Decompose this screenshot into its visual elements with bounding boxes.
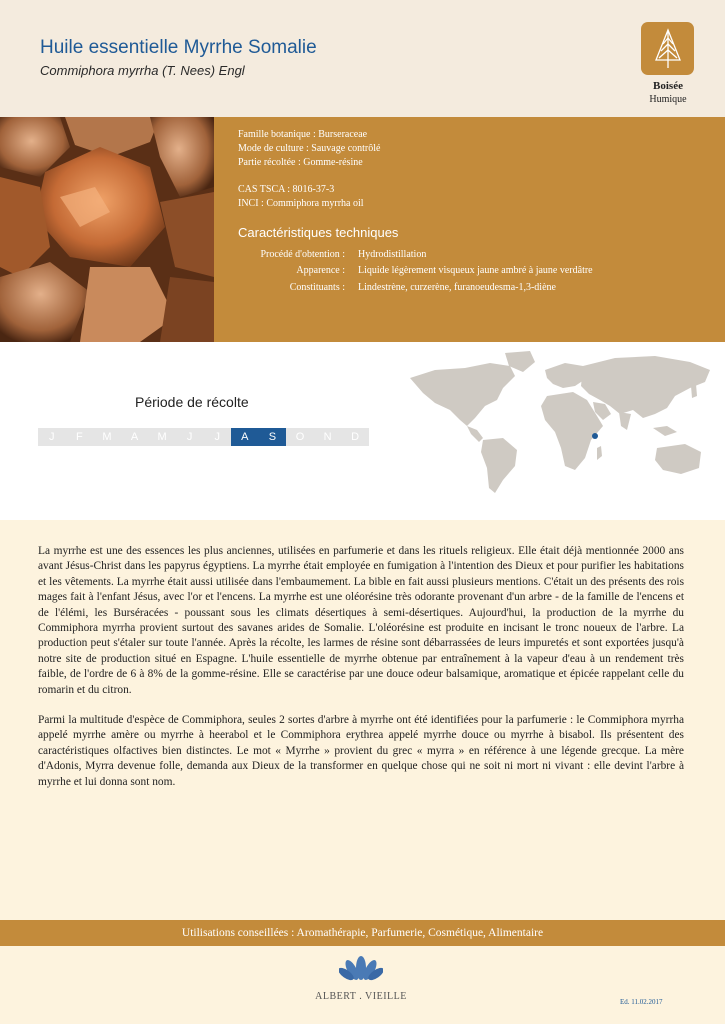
brand-name: ALBERT . VIEILLE	[315, 991, 407, 1002]
cas-number: CAS TSCA : 8016-37-3	[238, 184, 335, 195]
month-cell: S	[259, 428, 287, 446]
month-cell: A	[130, 431, 139, 443]
badge-subcategory: Humique	[649, 94, 687, 105]
edition-date: Ed. 11.02.2017	[620, 998, 663, 1006]
month-cell: J	[214, 431, 220, 443]
lotus-icon	[339, 954, 383, 984]
botanical-family: Famille botanique : Burseraceae	[238, 129, 368, 140]
info-panel	[214, 117, 725, 342]
latin-name: Commiphora myrrha (T. Nees) Engl	[40, 63, 245, 78]
harvest-calendar	[38, 428, 369, 446]
header	[0, 0, 725, 117]
badge-category: Boisée	[653, 80, 683, 92]
month-cell: M	[102, 431, 112, 443]
month-cell: D	[351, 431, 360, 443]
tech-value: Liquide légèrement visqueux jaune ambré à jaune verdâtre	[358, 265, 593, 276]
tech-label: Apparence :	[296, 265, 345, 276]
description	[38, 544, 684, 805]
month-cell: A	[231, 428, 259, 446]
usage-bar: Utilisations conseillées : Aromathérapie, Parfumerie, Cosmétique, Alimentaire	[0, 920, 725, 946]
world-map	[405, 348, 715, 498]
tech-label: Procédé d'obtention :	[260, 249, 345, 260]
origin-marker	[592, 433, 598, 439]
brand-logo	[306, 954, 416, 1002]
harvest-section	[0, 342, 725, 520]
tech-label: Constituants :	[289, 282, 345, 293]
month-cell: N	[323, 431, 332, 443]
month-cell: J	[186, 431, 193, 443]
month-cell: J	[49, 431, 55, 443]
harvest-title: Période de récolte	[135, 394, 249, 410]
tech-section-title: Caractéristiques techniques	[238, 225, 399, 240]
tech-value: Lindestrène, curzerène, furanoeudesma-1,3-diène	[358, 282, 556, 293]
inci-name: INCI : Commiphora myrrha oil	[238, 198, 364, 209]
month-cell: F	[76, 431, 83, 443]
month-cell: M	[157, 431, 167, 443]
resin-photo	[0, 117, 214, 342]
olfactory-badge	[641, 22, 694, 75]
description-paragraph: La myrrhe est une des essences les plus anciennes, utilisées en parfumerie et dans les rituels religieux. Elle était déjà mentionnée 2000 ans avant Jésus-Christ dans les papyrus égyptiens. La myrrhe était employée en fumigation à l'intention des Dieux et pour purifier les habitations et les vêtements. La myrrhe était aussi utilisée dans l'embaumement. La bible en fait aussi plusieurs mentions. C'était un des présents des rois mages fait à l'enfant Jésus, avec l'or et l'encens. La myrrhe est une oléorésine très odorante provenant d'un arbre - de la famille de l'encens et de l'élémi, les Burséracées - poussant sous les climats désertiques à semi-désertiques. Aujourd'hui, la production de la myrrhe du Commiphora myrrha provient surtout des savanes arides de Somalie. L'oléorésine est produite en incisant le tronc noueux de l'arbre. La production peut s'étaler sur toute l'année. Après la récolte, les larmes de résine sont débarrassées de leurs impuretés et sont exportées jusqu'à notre site de production situé en Espagne. L'huile essentielle de myrrhe obtenue par entraînement à la vapeur d'eau à un rendement très faible, de l'ordre de 6 à 8% de la gomme-résine. Elle se caractérise par une douce odeur balsamique, aromatique et épicée rappelant celle du romarin et du citron.	[38, 545, 684, 696]
month-cell: O	[295, 431, 305, 443]
tree-icon	[651, 28, 685, 70]
cultivation-mode: Mode de culture : Sauvage contrôlé	[238, 143, 381, 154]
page-title: Huile essentielle Myrrhe Somalie	[40, 37, 317, 58]
tech-value: Hydrodistillation	[358, 249, 427, 260]
harvested-part: Partie récoltée : Gomme-résine	[238, 157, 363, 168]
description-paragraph: Parmi la multitude d'espèce de Commiphora, seules 2 sortes d'arbre à myrrhe ont été identifiées pour la parfumerie : le Commiphora myrrha appelé myrrhe amère ou myrrhe à heerabol et le Commiphora erythrea appelé myrrhe douce ou myrrhe à bisabol. Ils présentent des caractéristiques olfactives bien distinctes. Le mot « Myrrhe » provient du grec « myrra » en référence à une légende grecque. La mère d'Adonis, Myrra devenue folle, demanda aux Dieux de la transformer en quelque chose qui ne soit ni mort ni vivant : elle devint l'arbre à myrrhe et lui donna sont nom.	[38, 714, 684, 788]
